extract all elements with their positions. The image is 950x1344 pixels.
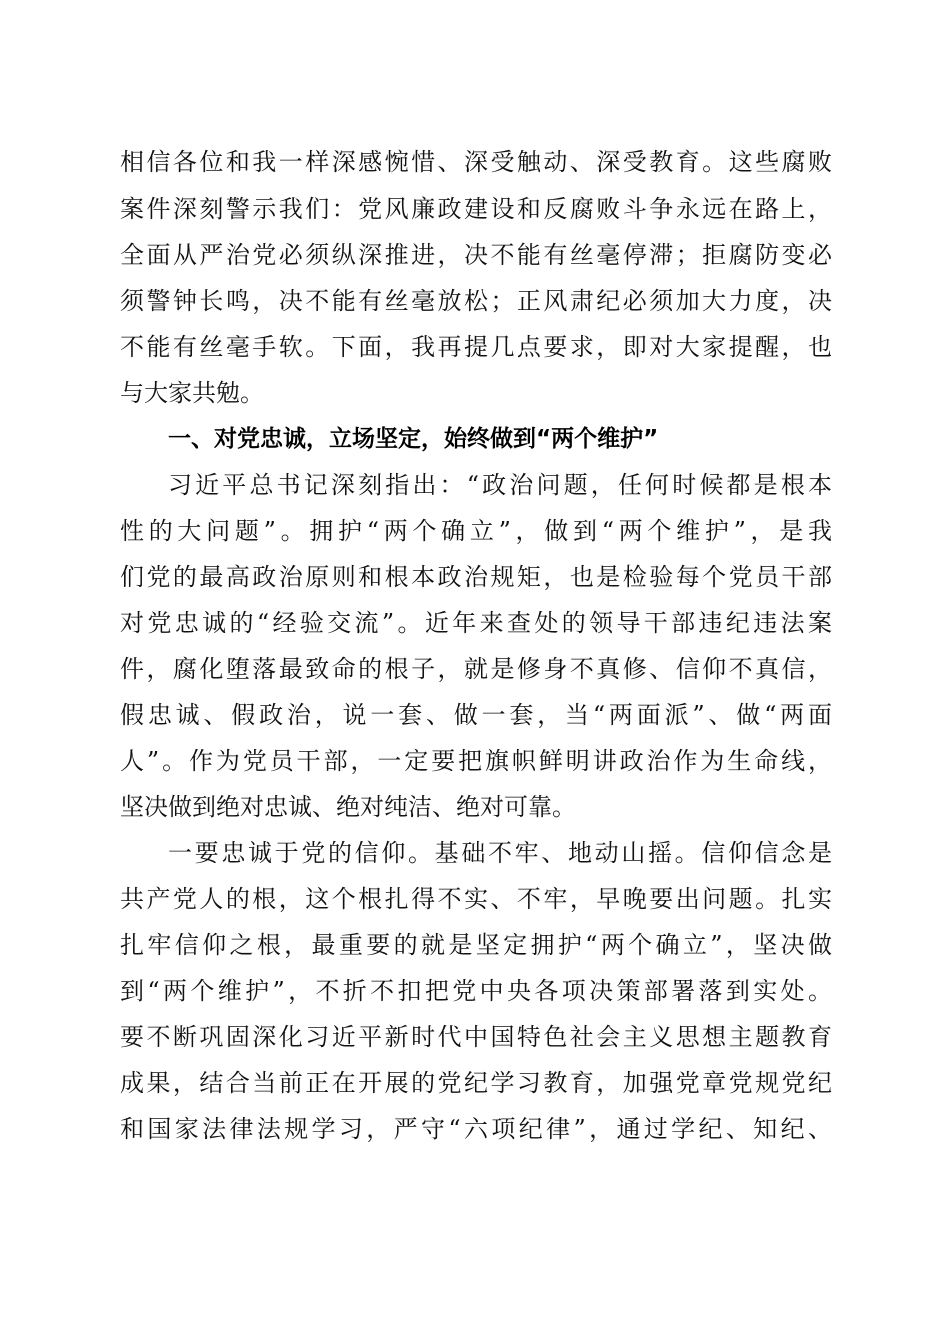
paragraph1-line-7: 人”。作为党员干部，一定要把旗帜鲜明讲政治作为生命线，	[120, 747, 832, 775]
paragraph2-line-2: 共产党人的根，这个根扎得不实、不牢，早晚要出问题。扎实	[120, 885, 832, 913]
intro-line-1: 相信各位和我一样深感惋惜、深受触动、深受教育。这些腐败	[120, 148, 832, 176]
paragraph1-line-3: 们党的最高政治原则和根本政治规矩，也是检验每个党员干部	[120, 563, 832, 591]
paragraph2-line-4: 到“两个维护”，不折不扣把党中央各项决策部署落到实处。	[120, 977, 832, 1005]
paragraph1-line-4: 对党忠诚的“经验交流”。近年来查处的领导干部违纪违法案	[120, 609, 832, 637]
paragraph2-line-5: 要不断巩固深化习近平新时代中国特色社会主义思想主题教育	[120, 1023, 832, 1051]
paragraph2-line-3: 扎牢信仰之根，最重要的就是坚定拥护“两个确立”，坚决做	[120, 931, 832, 959]
intro-line-6: 与大家共勉。	[120, 379, 264, 407]
intro-line-4: 须警钟长鸣，决不能有丝毫放松；正风肃纪必须加大力度，决	[120, 287, 832, 315]
paragraph2-line-6: 成果，结合当前正在开展的党纪学习教育，加强党章党规党纪	[120, 1069, 832, 1097]
section-heading: 一、对党忠诚，立场坚定，始终做到“两个维护”	[168, 426, 659, 452]
intro-line-5: 不能有丝毫手软。下面，我再提几点要求，即对大家提醒，也	[120, 333, 832, 361]
intro-line-2: 案件深刻警示我们：党风廉政建设和反腐败斗争永远在路上，	[120, 195, 832, 223]
paragraph1-line-1: 习近平总书记深刻指出：“政治问题，任何时候都是根本	[168, 471, 832, 499]
paragraph2-line-7: 和国家法律法规学习，严守“六项纪律”，通过学纪、知纪、	[120, 1115, 832, 1143]
paragraph1-line-8: 坚决做到绝对忠诚、绝对纯洁、绝对可靠。	[120, 793, 576, 821]
intro-line-3: 全面从严治党必须纵深推进，决不能有丝毫停滞；拒腐防变必	[120, 241, 832, 269]
paragraph1-line-5: 件，腐化堕落最致命的根子，就是修身不真修、信仰不真信，	[120, 655, 832, 683]
paragraph2-line-1: 一要忠诚于党的信仰。基础不牢、地动山摇。信仰信念是	[168, 839, 832, 867]
paragraph1-line-2: 性的大问题”。拥护“两个确立”，做到“两个维护”，是我	[120, 517, 832, 545]
paragraph1-line-6: 假忠诚、假政治，说一套、做一套，当“两面派”、做“两面	[120, 701, 832, 729]
